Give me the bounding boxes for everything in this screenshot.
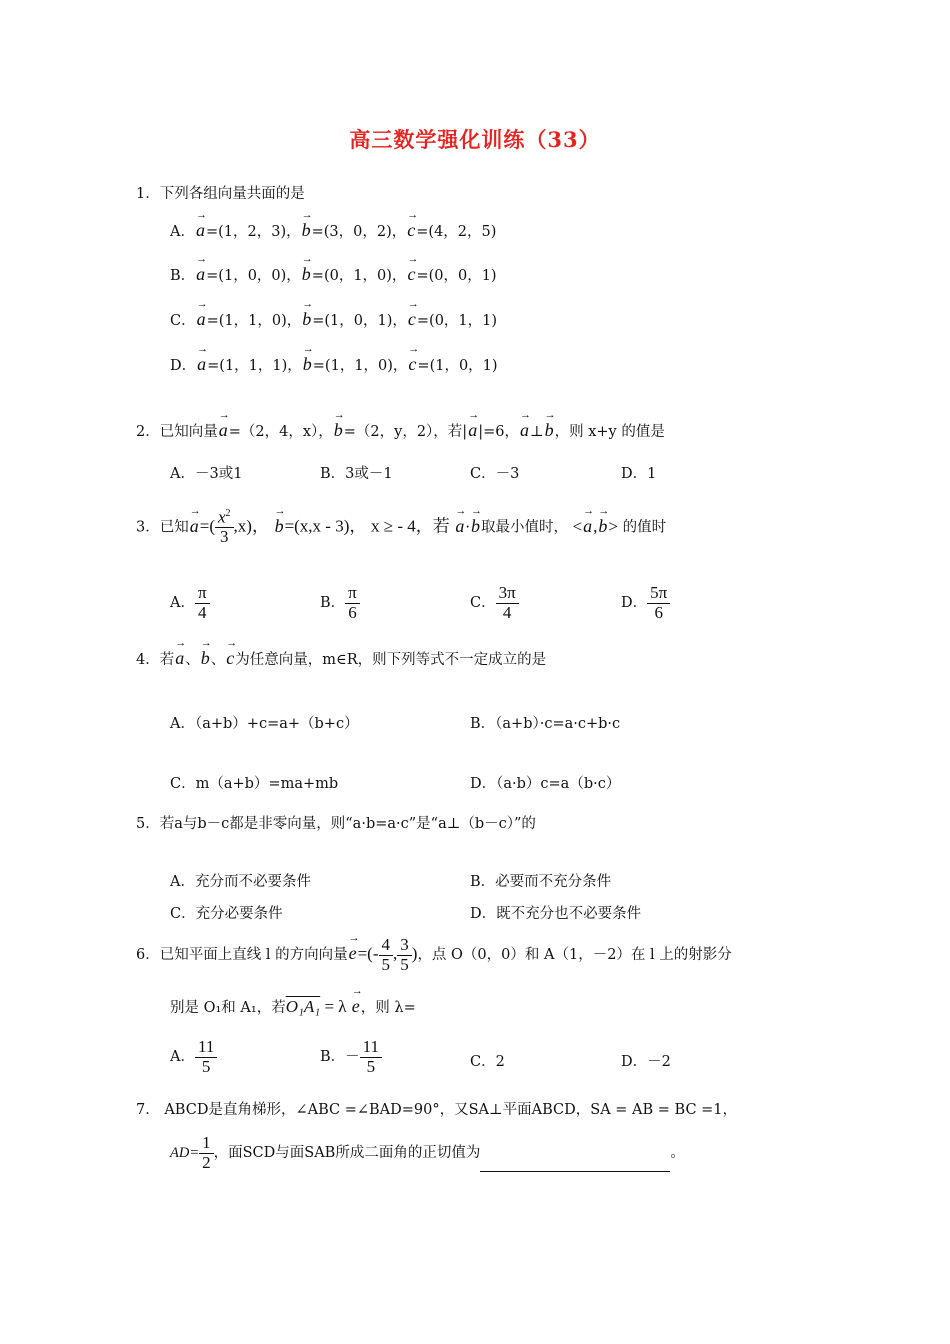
q2-option-d: D．1 [621,466,657,482]
q6-option-a: A． $\frac{11}{5}$ [170,1038,217,1076]
q6-option-c: C．2 [470,1054,505,1070]
q4-option-b: B．（a+b）·c=a·c+b·c [470,716,621,732]
q5-option-b: B．必要而不充分条件 [470,874,612,890]
q5-option-c: C．充分必要条件 [170,906,283,922]
q1-option-d: D．→ a=(1，1，1)，→ b=(1，1，0)，→ c=(1，0，1) [170,354,498,375]
q5-option-a: A．充分而不必要条件 [170,874,311,890]
question-1-stem: 1．下列各组向量共面的是 [136,186,305,202]
q1-option-a: A．→ a=(1，2，3)，→ b=(3，0，2)，→ c=(4，2，5) [170,220,496,241]
q4-option-a: A．（a+b）+c=a+（b+c） [170,716,359,732]
q4-option-c: C．m（a+b）=ma+mb [170,776,339,792]
page-title: 高三数学强化训练（33） [349,127,601,152]
question-5-stem: 5．若a与b－c都是非零向量，则“a·b=a·c”是“a⊥（b－c）”的 [136,816,536,832]
question-3-stem: 3．已知→ a=( $\frac{x^2}{3}$ ,x)， → b=(x,x - 3)， x ≥ - 4，若 → a·→ b取最小值时， <→ a,→ b> 的值时 [136,508,666,547]
q3-option-b: B． $\frac{\pi}{6}$ [320,584,360,622]
q2-option-a: A．－3或1 [170,466,243,482]
q3-option-a: A． $\frac{\pi}{4}$ [170,584,210,622]
q1-option-c: C．→ a=(1，1，0)，→ b=(1，0，1)，→ c=(0，1，1) [170,309,497,330]
q2-option-b: B．3或－1 [320,466,393,482]
question-7-stem-cont: AD= $\frac{1}{2}$ ，面SCD与面SAB所成二面角的正切值为 。 [170,1133,685,1172]
q3-option-c: C． $\frac{3\pi}{4}$ [470,584,519,622]
question-4-stem: 4．若→ a、→ b、→ c为任意向量，m∈R，则下列等式不一定成立的是 [136,648,546,669]
question-6-stem-cont: 别是 O₁和 A₁，若O₁A₁ = λ → e，则 λ= [170,996,416,1017]
question-6-stem: 6．已知平面上直线 l 的方向向量→ e=(- $\frac{4}{5}$ , $\frac{3}{5}$ )，点 O（0，0）和 A（1，－2）在 l 上的射影分 [136,936,732,974]
q1-option-b: B．→ a=(1，0，0)，→ b=(0，1，0)，→ c=(0，0，1) [170,264,497,285]
answer-blank[interactable] [480,1157,670,1172]
question-7-stem: 7． ABCD是直角梯形，∠ABC =∠BAD=90°，又SA⊥平面ABCD，SA = AB = BC =1， [136,1102,738,1118]
q2-option-c: C．－3 [470,466,520,482]
q6-option-d: D．－2 [621,1054,671,1070]
q6-option-b: B．－ $\frac{11}{5}$ [320,1038,382,1076]
q5-option-d: D．既不充分也不必要条件 [470,906,642,922]
q4-option-d: D．（a·b）c=a（b·c） [470,776,621,792]
question-2-stem: 2．已知向量→ a=（2，4，x），→ b=（2，y，2），若|→ a|=6，→ a⊥→ b，则 x+y 的值是 [136,420,665,441]
q3-option-d: D． $\frac{5\pi}{6}$ [621,584,670,622]
